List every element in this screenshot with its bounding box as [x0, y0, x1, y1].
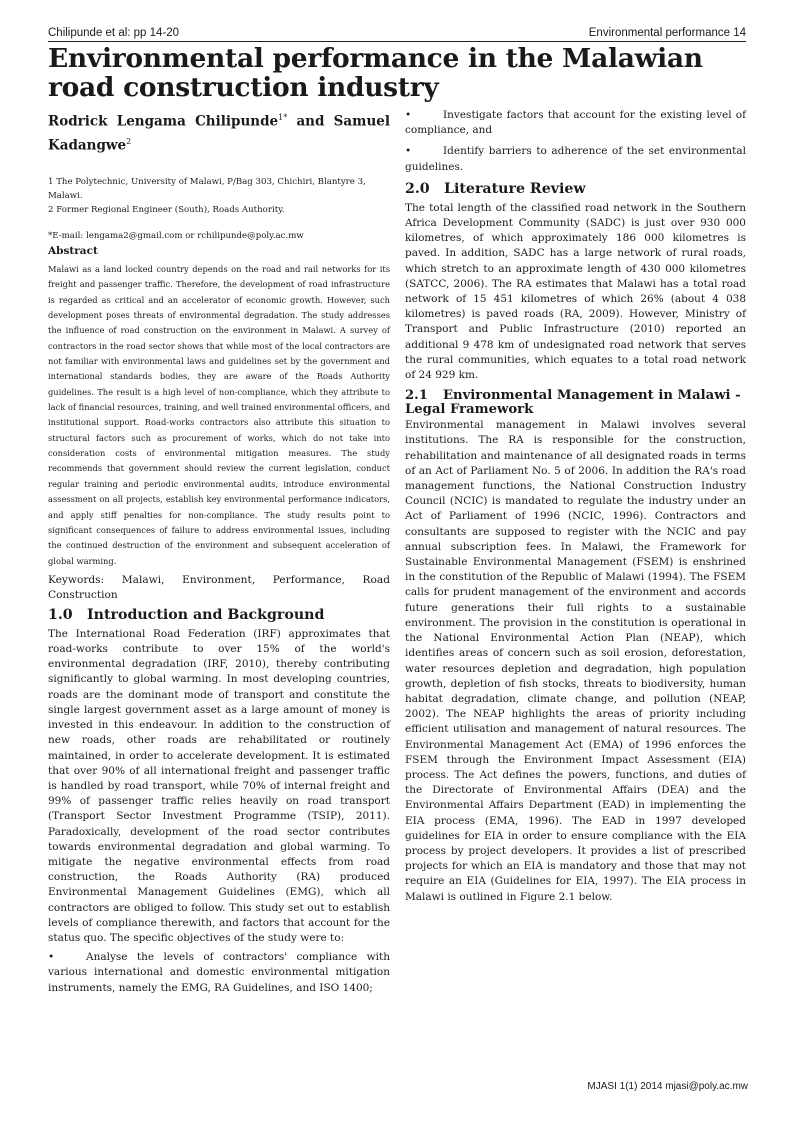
legal-framework-text: Environmental management in Malawi involves several institutions. The RA is responsible for the construction, rehabilitation and maintenance of all designated roads in terms of an Act of Parliament No. 5 of 2006. In addition the RA's road management functions, the National Construction Industry Council (NCIC) is mandated to regulate the industry under an Act of Parliament of 1996 (NCIC, 1996). Contractors and consultants are supposed to register with the NCIC and pay annual subscription fees. In Malawi, the Framework for Sustainable Environmental Management (FSEM) is enshrined in the constitution of the Republic of Malawi (1994). The FSEM calls for prudent management of the environment and accords future generations their full rights to a sustainable environment. The provision in the constitution is operational in the National Environmental Action Plan (NEAP), which identifies areas of concern such as soil erosion, deforestation, water resources depletion and degradation, high population growth, depletion of fish stocks, threats to biodiversity, human habitat degradation, climate change, and pollution (NEAP, 2002). The NEAP highlights the areas of priority including efficient utilisation and management of natural resources. The Environmental Management Act (EMA) of 1996 enforces the FSEM through the Environment Impact Assessment (EIA) process. The Act defines the powers, functions, and duties of the Directorate of Environmental Affairs (DEA) and the Environmental Affairs Department (EAD) in implementing the EIA process (EMA, 1996). The EAD in 1997 developed guidelines for EIA in order to ensure compliance with the EIA process by project developers. It provides a list of prescribed projects for which an EIA is mandatory and those that may not require an EIA (Guidelines for EIA, 1997). The EIA process in Malawi is outlined in Figure 2.1 below.: [405, 419, 746, 903]
right-column: [405, 108, 746, 905]
authors: [48, 108, 390, 155]
list-item-text: Investigate factors that account for the existing level of compliance, and: [405, 109, 746, 137]
running-header: [48, 27, 746, 42]
abstract-heading: Abstract: [48, 245, 98, 257]
bullet-icon: •: [405, 109, 412, 121]
author-1: Rodrick Lengama Chilipunde: [48, 113, 279, 130]
keywords: Keywords: Malawi, Environment, Performance, Road Construction: [48, 573, 390, 601]
contact-email: *E-mail: lengama2@gmail.com or rchilipunde@poly.ac.mw: [48, 231, 304, 241]
running-head-left: Chilipunde et al: pp 14-20: [48, 27, 180, 39]
abstract-text: Malawi as a land locked country depends on the road and rail networks for its freight and passenger traffic. Therefore, the development of road infrastructure is regarded as critical and an accelerator of economic growth. However, such development poses threats of environmental degradation. The study addresses the influence of road construction on the environment in Malawi. A survey of contractors in the road sector shows that while most of the local contractors are not familiar with environmental laws and guidelines set by the government and international standards bodies, they are aware of the Roads Authority guidelines. The result is a high level of non-compliance, which they attribute to lack of financial resources, training, and well trained environmental officers, and institutional support. Road-works contractors also attribute this situation to structural factors such as procurement of works, which do not take into consideration costs of environmental mitigation measures. The study recommends that government should review the current legislation, conduct regular training and periodic environmental audits, introduce environmental assessment on all projects, establish key environmental performance indicators, and apply stiff penalties for non-compliance. The study results point to significant consequences of failure to address environmental issues, including the continued destruction of the environment and subsequent acceleration of global warming.: [48, 264, 390, 566]
bullet-icon: •: [405, 145, 412, 158]
section-number: 2.0: [405, 180, 430, 197]
section-heading-introduction: [48, 607, 390, 624]
author-1-affil: 1*: [278, 113, 288, 122]
running-head-right: Environmental performance 14: [588, 27, 746, 39]
objectives-list-continued: [405, 108, 746, 175]
section-title: Environmental Management in Malawi - Legal Framework: [405, 388, 741, 418]
paper-title: Environmental performance in the Malawian road construction industry: [48, 43, 703, 103]
section-title: Introduction and Background: [87, 606, 325, 623]
author-2-affil: 2: [126, 136, 132, 146]
bullet-icon: •: [48, 951, 55, 964]
objectives-list: [48, 950, 390, 996]
section-heading-literature-review: [405, 181, 746, 198]
section-number: 1.0: [48, 606, 73, 623]
introduction-text: The International Road Federation (IRF) approximates that road-works contribute to over 15% of the world's environmental degradation (IRF, 2010), thereby contributing significantly to global warming. In most developing countries, roads are the dominant mode of transport and constitute the single largest government asset as a large amount of money is invested in this endeavour. In addition to the construction of new roads, other roads are rehabilitated or routinely maintained, in order to accelerate development. It is estimated that over 90% of all international freight and passenger traffic is handled by road transport, while 70% of internal freight and 99% of passenger traffic relies heavily on road transport (Transport Sector Investment Programme (TSIP), 2011). Paradoxically, development of the road sector contributes towards environmental degradation and global warming. To mitigate the negative environmental effects from road construction, the Roads Authority (RA) produced Environmental Management Guidelines (EMG), which all contractors are obliged to follow. This study set out to establish levels of compliance therewith, and factors that account for the status quo. The specific objectives of the study were to:: [48, 627, 390, 944]
list-item-text: Analyse the levels of contractors' compliance with various international and domestic environmental mitigation instruments, namely the EMG, RA Guidelines, and ISO 1400;: [48, 951, 390, 994]
literature-review-text: The total length of the classified road network in the Southern Africa Development Community (SADC) is just over 930 000 kilometres, of which approximately 186 000 kilometres is paved. In addition, SADC has a large network of rural roads, which stretch to an approximate length of 430 000 kilometres (SATCC, 2006). The RA estimates that Malawi has a total road network of 15 451 kilometres of which 26% (about 4 038 kilometres) is paved roads (RA, 2009). However, Ministry of Transport and Public Infrastructure (2010) reported an additional 9 478 km of undesignated road network that serves the rural communities, which equates to a total road network of 24 929 km.: [405, 201, 746, 382]
section-title: Literature Review: [444, 180, 586, 197]
left-column: [48, 108, 390, 1002]
list-item: [48, 950, 390, 996]
author-connector: and Samuel Kadangwe: [48, 113, 390, 153]
affiliation-2: 2 Former Regional Engineer (South), Roads Authority.: [48, 205, 285, 215]
list-item: [405, 108, 746, 138]
section-number: 2.1: [405, 388, 428, 404]
page-footer: MJASI 1(1) 2014 mjasi@poly.ac.mw: [587, 1081, 748, 1092]
list-item: [405, 144, 746, 174]
list-item-text: Identify barriers to adherence of the set environmental guidelines.: [405, 145, 746, 173]
section-heading-legal-framework: [405, 389, 746, 417]
affiliation-1: 1 The Polytechnic, University of Malawi, P/Bag 303, Chichiri, Blantyre 3, Malawi.: [48, 177, 366, 201]
